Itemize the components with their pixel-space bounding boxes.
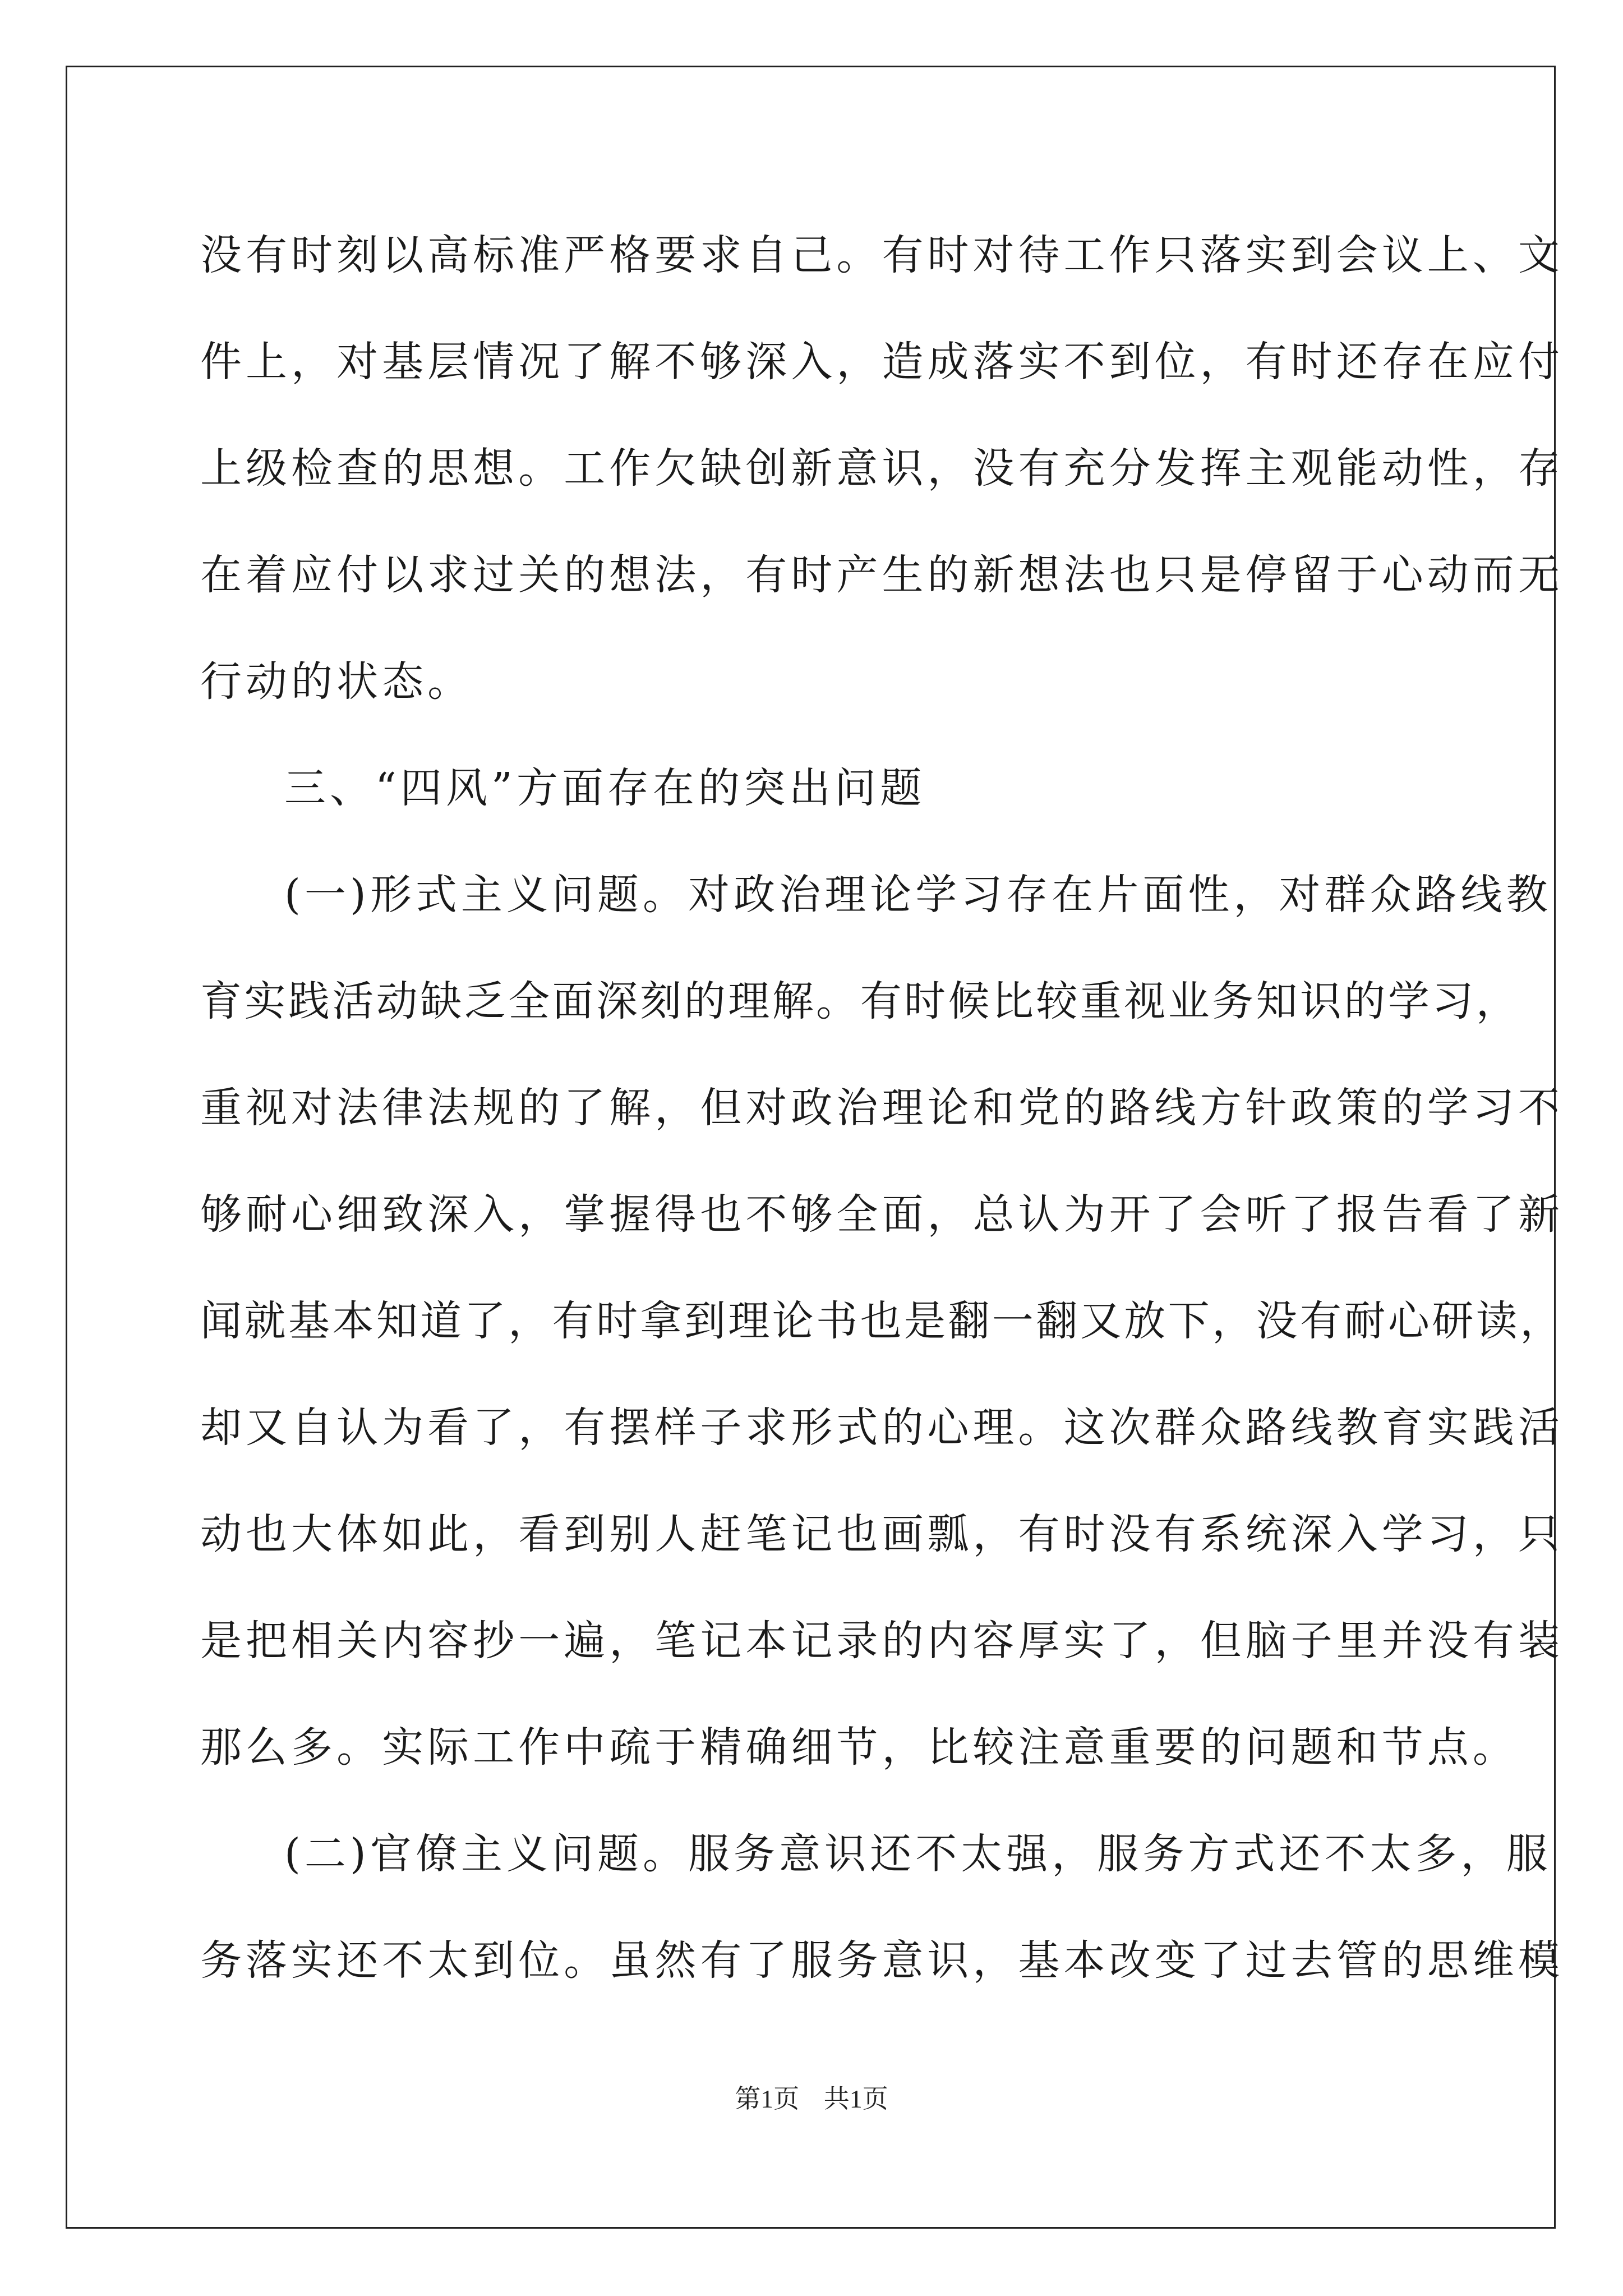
document-body	[200, 202, 1564, 2014]
paragraph-line: 动也大体如此，看到别人赶笔记也画瓢，有时没有系统深入学习，只	[200, 1510, 1564, 1558]
paragraph-line: (一)形式主义问题。对政治理论学习存在片面性，对群众路线教	[284, 871, 1552, 919]
paragraph-line: 重视对法律法规的了解，但对政治理论和党的路线方针政策的学习不	[200, 1084, 1564, 1132]
paragraph-line: 在着应付以求过关的想法，有时产生的新想法也只是停留于心动而无	[200, 551, 1564, 599]
page-total: 共1页	[823, 2085, 888, 2113]
paragraph-line: 没有时刻以高标准严格要求自己。有时对待工作只落实到会议上、文	[200, 231, 1564, 279]
section-heading: 三、“四风”方面存在的突出问题	[284, 764, 926, 812]
paragraph-line: 却又自认为看了，有摆样子求形式的心理。这次群众路线教育实践活	[200, 1404, 1564, 1452]
paragraph-line: 行动的状态。	[200, 657, 473, 706]
paragraph-line: 件上，对基层情况了解不够深入，造成落实不到位，有时还存在应付	[200, 338, 1564, 386]
page-number: 第1页	[735, 2085, 800, 2113]
paragraph-line: 那么多。实际工作中疏于精确细节，比较注意重要的问题和节点。	[200, 1723, 1518, 1772]
paragraph-line: (二)官僚主义问题。服务意识还不太强，服务方式还不太多，服	[284, 1830, 1552, 1878]
paragraph-line: 闻就基本知道了，有时拿到理论书也是翻一翻又放下，没有耐心研读，	[200, 1297, 1564, 1345]
paragraph-line: 务落实还不太到位。虽然有了服务意识，基本改变了过去管的思维模	[200, 1936, 1564, 1985]
paragraph-line: 够耐心细致深入，掌握得也不够全面，总认为开了会听了报告看了新	[200, 1190, 1564, 1239]
paragraph-line: 是把相关内容抄一遍，笔记本记录的内容厚实了，但脑子里并没有装	[200, 1617, 1564, 1665]
paragraph-line: 上级检查的思想。工作欠缺创新意识，没有充分发挥主观能动性，存	[200, 444, 1564, 493]
paragraph-line: 育实践活动缺乏全面深刻的理解。有时候比较重视业务知识的学习，	[200, 977, 1520, 1025]
page-footer	[0, 2082, 1623, 2116]
